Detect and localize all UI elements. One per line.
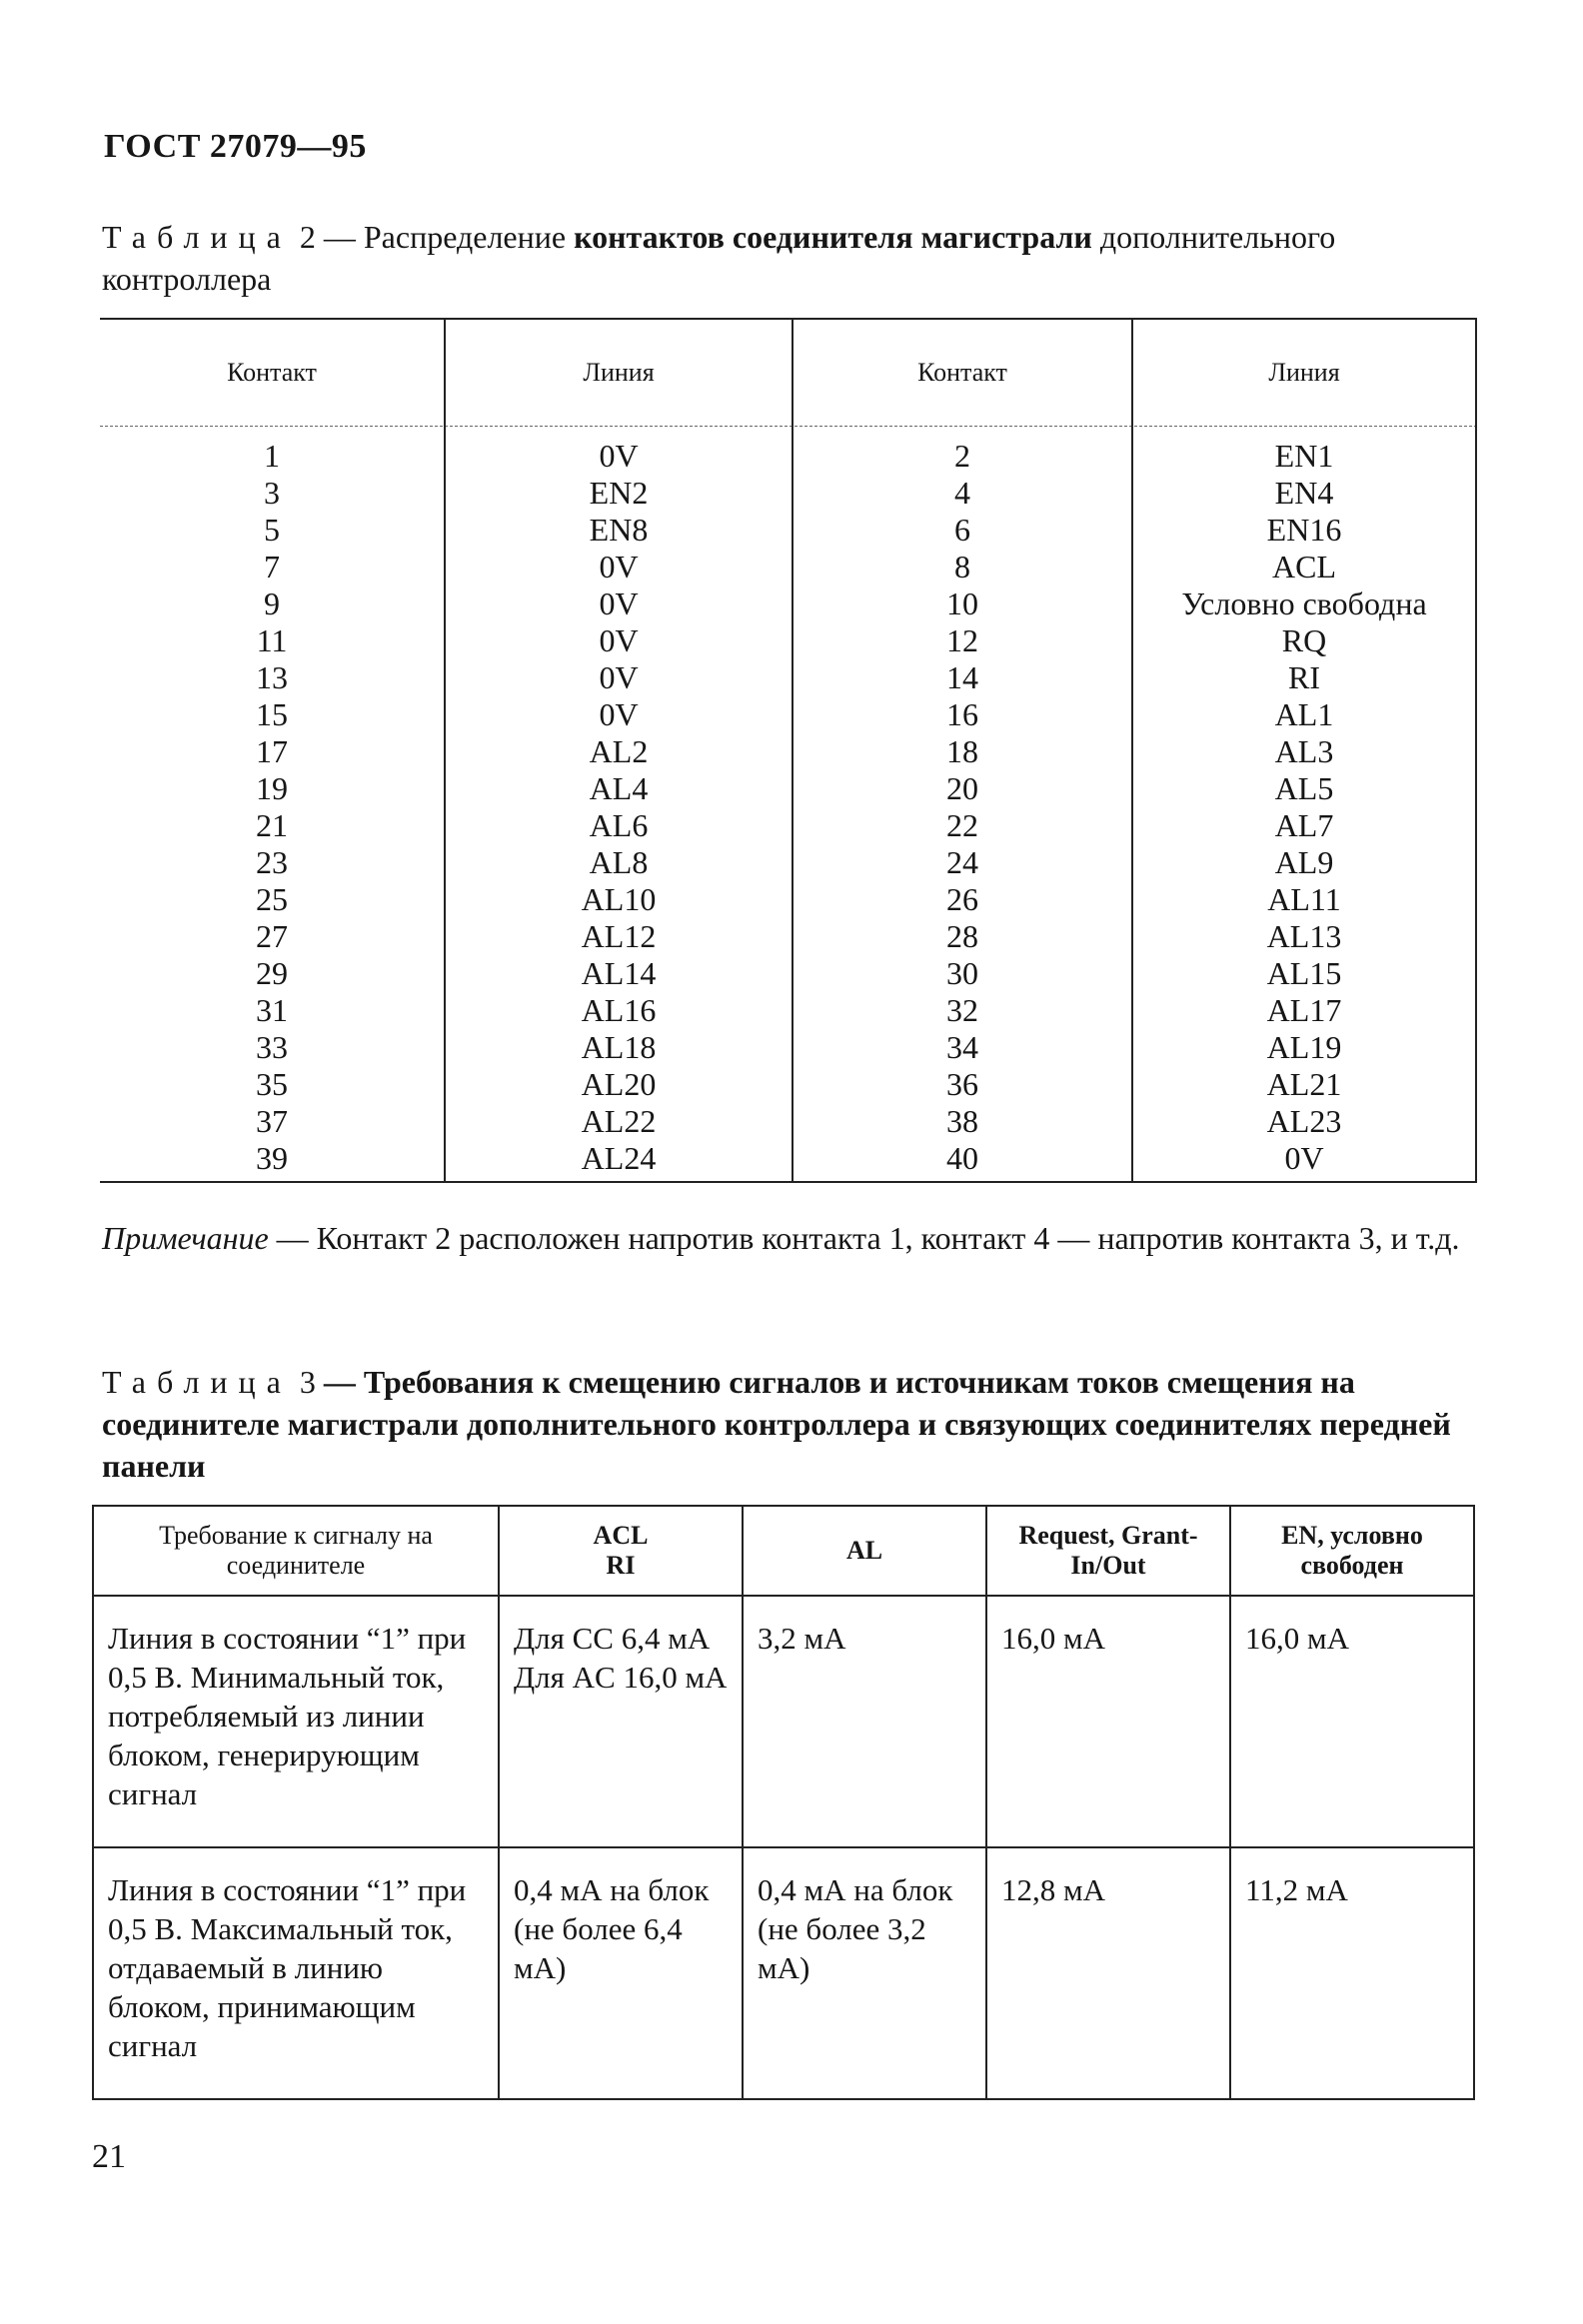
note-label: Примечание bbox=[102, 1220, 269, 1256]
table2-cell-line: AL18 bbox=[581, 1029, 657, 1065]
table3-cell-request: 12,8 мА bbox=[986, 1847, 1230, 2099]
table2-cell-contact: 12 bbox=[946, 622, 978, 658]
table2-cell-line: AL21 bbox=[1266, 1066, 1342, 1102]
table3-cell-al: 3,2 мА bbox=[743, 1596, 986, 1847]
table2-cell-line: ACL bbox=[1272, 549, 1336, 584]
table2-cell-contact: 35 bbox=[256, 1066, 288, 1102]
table2-cell-contact: 36 bbox=[946, 1066, 978, 1102]
table3-cell-en: 16,0 мА bbox=[1230, 1596, 1474, 1847]
table2-cell-line: AL4 bbox=[589, 770, 649, 806]
table2-cell-line: 0V bbox=[599, 622, 639, 658]
table2-cell-line: AL15 bbox=[1266, 955, 1342, 991]
table2-cell-contact: 9 bbox=[264, 585, 280, 621]
table2-cell-line: 0V bbox=[599, 438, 639, 474]
table2-cell-contact: 18 bbox=[946, 733, 978, 769]
table2-cell-line: AL9 bbox=[1274, 844, 1334, 880]
table2-caption-number: 2 bbox=[299, 219, 316, 255]
table2-cell-line: AL17 bbox=[1266, 992, 1342, 1028]
table2-cell-contact: 11 bbox=[256, 622, 288, 658]
table2-cell-line: EN2 bbox=[589, 475, 649, 511]
table2-cell-line: 0V bbox=[599, 585, 639, 621]
table2-column-contact-even bbox=[793, 438, 1131, 1177]
table2-cell-contact: 8 bbox=[954, 549, 970, 584]
table3-header-acl-line1: ACL bbox=[593, 1521, 649, 1550]
table2-cell-contact: 39 bbox=[256, 1140, 288, 1176]
table2-cell-contact: 20 bbox=[946, 770, 978, 806]
table2-cell-line: EN16 bbox=[1266, 512, 1342, 548]
table2-cell-contact: 22 bbox=[946, 807, 978, 843]
table2-cell-contact: 27 bbox=[256, 918, 288, 954]
table2-cell-line: AL20 bbox=[581, 1066, 657, 1102]
table2-caption-lead: Таблица bbox=[102, 219, 292, 255]
table2-cell-line: AL2 bbox=[589, 733, 649, 769]
table3-cell-acl-line2: Для AC 16,0 мА bbox=[514, 1660, 728, 1695]
table2-cell-contact: 21 bbox=[256, 807, 288, 843]
table2-cell-contact: 34 bbox=[946, 1029, 978, 1065]
table3-caption-text: — Требования к смещению сигналов и источникам токов смещения на соединителе магистрали дополнительного контроллера и связующих соединителях передней панели bbox=[102, 1364, 1451, 1484]
table2-cell-line: AL16 bbox=[581, 992, 657, 1028]
table2-cell-contact: 30 bbox=[946, 955, 978, 991]
table2-cell-line: AL3 bbox=[1274, 733, 1334, 769]
table2-cell-line: AL6 bbox=[589, 807, 649, 843]
table2-cell-line: 0V bbox=[599, 549, 639, 584]
page-number: 21 bbox=[92, 2138, 126, 2175]
table2-cell-line: AL12 bbox=[581, 918, 657, 954]
table3-cell-en: 11,2 мА bbox=[1230, 1847, 1474, 2099]
table2-cell-contact: 25 bbox=[256, 881, 288, 917]
table3-header-row bbox=[93, 1506, 1474, 1596]
table2-cell-contact: 14 bbox=[946, 659, 978, 695]
table2-header-line: Линия bbox=[1268, 358, 1340, 387]
table3-caption-lead: Таблица bbox=[102, 1364, 292, 1400]
note-text: — Контакт 2 расположен напротив контакта 1, контакт 4 — напротив контакта 3, и т.д. bbox=[268, 1220, 1460, 1256]
table2-cell-line: AL13 bbox=[1266, 918, 1342, 954]
table3-header-al: AL bbox=[743, 1506, 986, 1596]
table2-column-line-odd bbox=[446, 438, 792, 1177]
table2-cell-line: EN4 bbox=[1274, 475, 1334, 511]
table2-cell-contact: 5 bbox=[264, 512, 280, 548]
table2-cell-line: AL11 bbox=[1267, 881, 1341, 917]
table2-cell-contact: 23 bbox=[256, 844, 288, 880]
table2-cell-line: EN8 bbox=[589, 512, 649, 548]
table2-column-contact-odd bbox=[100, 438, 444, 1177]
table2-cell-contact: 10 bbox=[946, 585, 978, 621]
table2-cell-contact: 40 bbox=[946, 1140, 978, 1176]
table2-column-line-even bbox=[1133, 438, 1475, 1177]
table3-cell-al: 0,4 мА на блок (не более 3,2 мА) bbox=[743, 1847, 986, 2099]
table3-header-request: Request, Grant-In/Out bbox=[986, 1506, 1230, 1596]
table2-cell-contact: 28 bbox=[946, 918, 978, 954]
table3-cell-acl bbox=[499, 1596, 743, 1847]
table2-cell-line: AL1 bbox=[1274, 696, 1334, 732]
table3-cell-request: 16,0 мА bbox=[986, 1596, 1230, 1847]
table2-cell-contact: 3 bbox=[264, 475, 280, 511]
table2-cell-line: AL10 bbox=[581, 881, 657, 917]
table3-cell-requirement: Линия в состоянии “1” при 0,5 В. Максимальный ток, отдаваемый в линию блоком, принимающим сигнал bbox=[93, 1847, 499, 2099]
table2-cell-line: AL19 bbox=[1266, 1029, 1342, 1065]
table3-header-acl-line2: RI bbox=[606, 1551, 636, 1580]
table2-cell-contact: 1 bbox=[264, 438, 280, 474]
table2-cell-line: 0V bbox=[599, 696, 639, 732]
table-row bbox=[93, 1847, 1474, 2099]
table3-cell-acl bbox=[499, 1847, 743, 2099]
table2-cell-contact: 33 bbox=[256, 1029, 288, 1065]
table2-cell-contact: 38 bbox=[946, 1103, 978, 1139]
table2-cell-contact: 19 bbox=[256, 770, 288, 806]
table3-header-acl bbox=[499, 1506, 743, 1596]
table2-cell-contact: 7 bbox=[264, 549, 280, 584]
table2-cell-contact: 13 bbox=[256, 659, 288, 695]
table3-cell-acl-line1: Для CC 6,4 мА bbox=[514, 1621, 711, 1656]
table2-cell-contact: 6 bbox=[954, 512, 970, 548]
table3-cell-acl-line1: 0,4 мА на блок (не более 6,4 мА) bbox=[514, 1872, 710, 1985]
table2 bbox=[100, 318, 1477, 1183]
table3 bbox=[92, 1505, 1475, 2100]
table2-cell-contact: 4 bbox=[954, 475, 970, 511]
table2-cell-contact: 29 bbox=[256, 955, 288, 991]
table2-cell-line: AL23 bbox=[1266, 1103, 1342, 1139]
table2-cell-contact: 32 bbox=[946, 992, 978, 1028]
table-row bbox=[93, 1596, 1474, 1847]
table3-caption bbox=[102, 1361, 1501, 1487]
table2-cell-contact: 37 bbox=[256, 1103, 288, 1139]
table2-cell-contact: 2 bbox=[954, 438, 970, 474]
table2-cell-line: EN1 bbox=[1274, 438, 1334, 474]
table3-header-requirement: Требование к сигналу на соединителе bbox=[93, 1506, 499, 1596]
table2-header-line: Линия bbox=[583, 358, 655, 387]
table2-caption-text-1: — Распределение bbox=[315, 219, 575, 255]
table2-cell-line: 0V bbox=[1284, 1140, 1324, 1176]
table2-cell-line: AL7 bbox=[1274, 807, 1334, 843]
table2-cell-contact: 17 bbox=[256, 733, 288, 769]
table2-note bbox=[102, 1217, 1481, 1259]
table2-caption-text-bold: контактов соединителя магистрали bbox=[574, 219, 1092, 255]
table2-cell-line: AL5 bbox=[1274, 770, 1334, 806]
table3-cell-requirement: Линия в состоянии “1” при 0,5 В. Минимальный ток, потребляемый из линии блоком, генерирующим сигнал bbox=[93, 1596, 499, 1847]
table2-cell-contact: 15 bbox=[256, 696, 288, 732]
table2-cell-line: AL22 bbox=[581, 1103, 657, 1139]
table2-cell-line: RI bbox=[1288, 659, 1320, 695]
table2-cell-contact: 24 bbox=[946, 844, 978, 880]
table2-divider bbox=[1475, 320, 1477, 1181]
table2-cell-contact: 31 bbox=[256, 992, 288, 1028]
table2-header-contact: Контакт bbox=[227, 358, 317, 387]
table2-cell-line: 0V bbox=[599, 659, 639, 695]
table2-caption-text-2: дополнительного контроллера bbox=[102, 219, 1336, 297]
table2-header-contact: Контакт bbox=[917, 358, 1007, 387]
table2-cell-line: AL14 bbox=[581, 955, 657, 991]
table2-cell-line: RQ bbox=[1281, 622, 1327, 658]
table2-cell-line: Условно свободна bbox=[1181, 585, 1427, 621]
table2-cell-contact: 16 bbox=[946, 696, 978, 732]
table2-cell-contact: 26 bbox=[946, 881, 978, 917]
document-code: ГОСТ 27079—95 bbox=[104, 128, 367, 165]
table2-cell-line: AL8 bbox=[589, 844, 649, 880]
table2-cell-line: AL24 bbox=[581, 1140, 657, 1176]
table3-caption-number: 3 bbox=[299, 1364, 316, 1400]
table3-header-en: EN, условно свободен bbox=[1230, 1506, 1474, 1596]
table2-caption bbox=[102, 216, 1501, 300]
